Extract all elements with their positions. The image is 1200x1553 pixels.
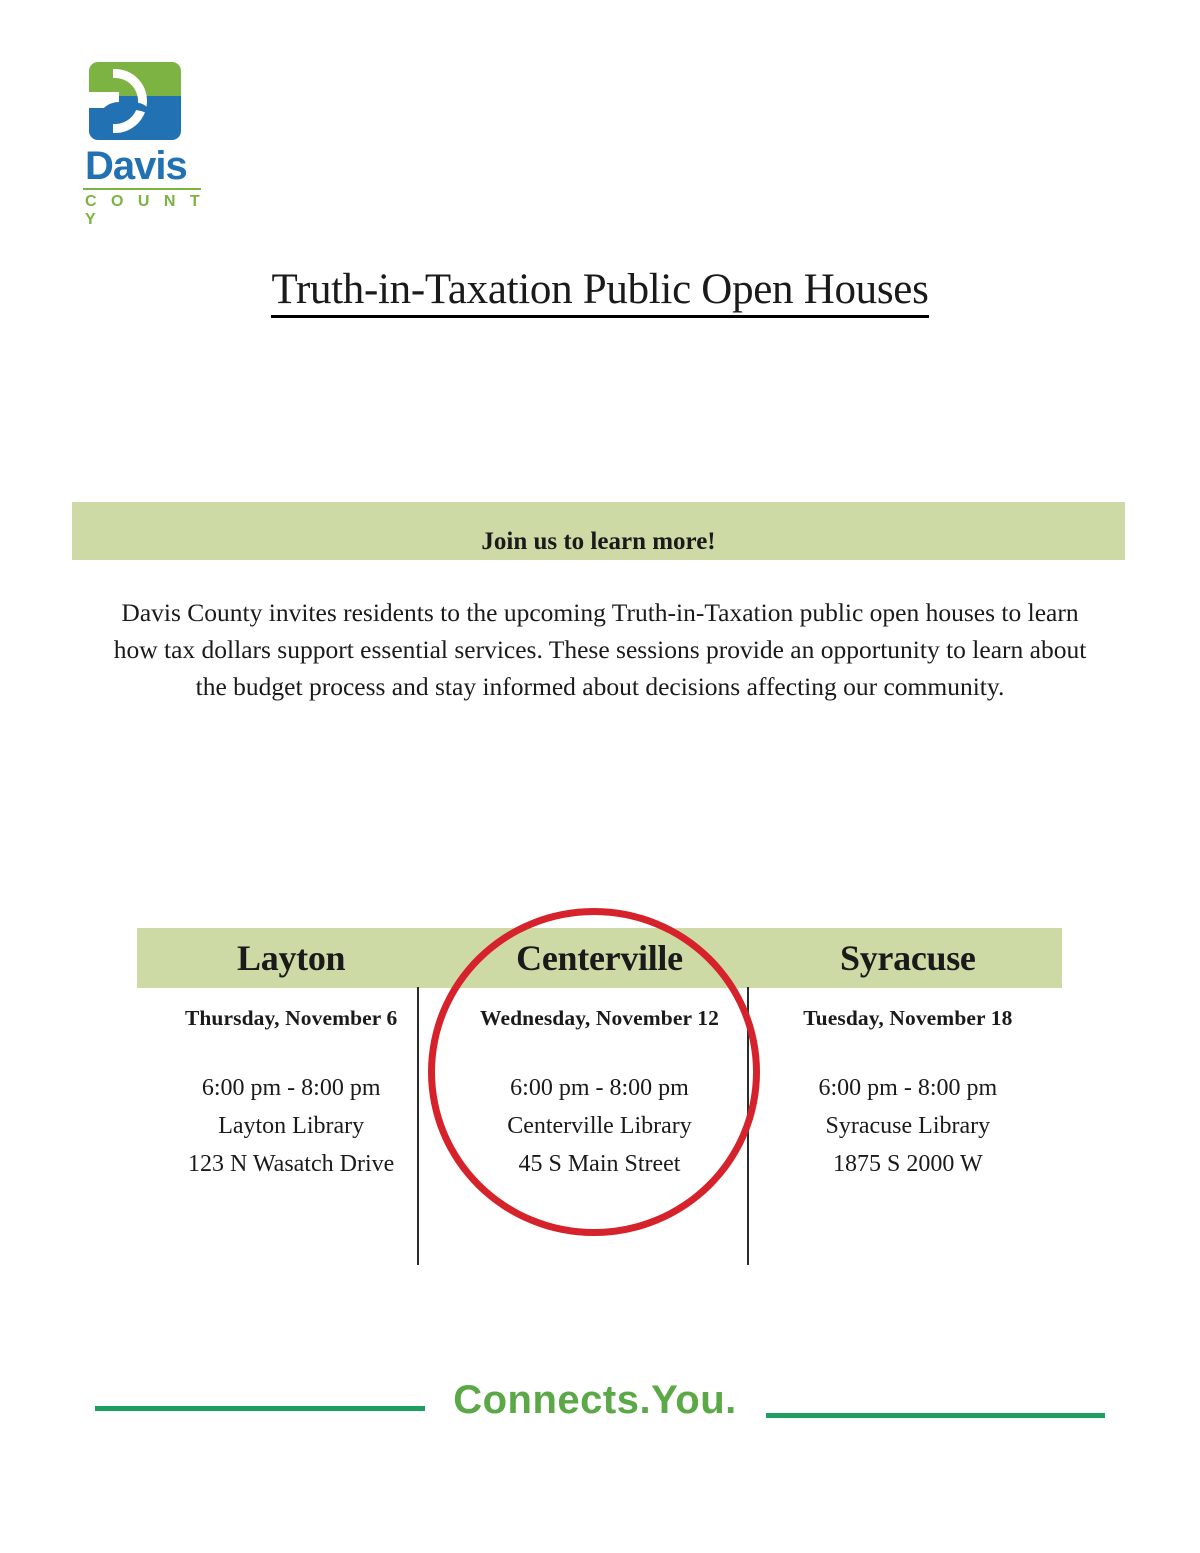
event-venue-layton: Layton Library — [218, 1113, 365, 1139]
footer — [0, 1378, 1200, 1438]
event-details-centerville — [445, 1069, 753, 1183]
intro-heading: Join us to learn more! — [481, 528, 716, 555]
footer-tagline: Connects.You. — [453, 1378, 737, 1422]
schedule-body-row — [137, 988, 1062, 1206]
event-address-centerville: 45 S Main Street — [518, 1151, 681, 1177]
schedule-header-cell-syracuse — [754, 928, 1062, 988]
event-time-centerville: 6:00 pm - 8:00 pm — [510, 1075, 689, 1101]
event-address-layton: 123 N Wasatch Drive — [188, 1151, 395, 1177]
event-date-syracuse: Tuesday, November 18 — [803, 1006, 1013, 1030]
schedule-header-cell-centerville — [445, 928, 753, 988]
schedule-header-row — [137, 928, 1062, 988]
event-time-syracuse: 6:00 pm - 8:00 pm — [818, 1075, 998, 1101]
event-venue-syracuse: Syracuse Library — [825, 1113, 991, 1139]
footer-rule-left — [95, 1406, 425, 1411]
logo-mark-icon — [89, 62, 181, 140]
city-name-centerville: Centerville — [516, 938, 683, 978]
intro-paragraph: Davis County invites residents to the upcoming Truth-in-Taxation public open houses to learn how tax dollars support essential services. These sessions provide an opportunity to learn about the budget process and stay informed about decisions affecting our community. — [113, 597, 1087, 701]
footer-rule-right — [766, 1413, 1105, 1418]
schedule-table — [137, 928, 1062, 1206]
logo-wordmark: Davis — [85, 144, 187, 188]
city-name-layton: Layton — [237, 938, 346, 978]
schedule-cell-centerville — [445, 988, 753, 1206]
event-details-syracuse — [754, 1069, 1062, 1183]
event-address-syracuse: 1875 S 2000 W — [833, 1151, 983, 1177]
event-time-layton: 6:00 pm - 8:00 pm — [201, 1075, 381, 1101]
schedule-header-cell-layton — [137, 928, 445, 988]
davis-county-logo — [83, 62, 208, 228]
logo-divider-rule — [83, 188, 201, 190]
page-title-text: Truth-in-Taxation Public Open Houses — [271, 266, 928, 318]
city-name-syracuse: Syracuse — [840, 938, 976, 978]
column-divider-right — [747, 987, 749, 1265]
logo-subtitle: C O U N T Y — [85, 193, 205, 228]
event-date-centerville: Wednesday, November 12 — [480, 1006, 719, 1030]
schedule-cell-layton — [137, 988, 445, 1206]
column-divider-left — [417, 987, 419, 1265]
intro-banner — [72, 502, 1125, 560]
event-details-layton — [137, 1069, 445, 1183]
event-date-layton: Thursday, November 6 — [184, 1006, 398, 1030]
schedule-cell-syracuse — [754, 988, 1062, 1206]
event-venue-centerville: Centerville Library — [507, 1113, 692, 1139]
page-title — [0, 265, 1200, 314]
